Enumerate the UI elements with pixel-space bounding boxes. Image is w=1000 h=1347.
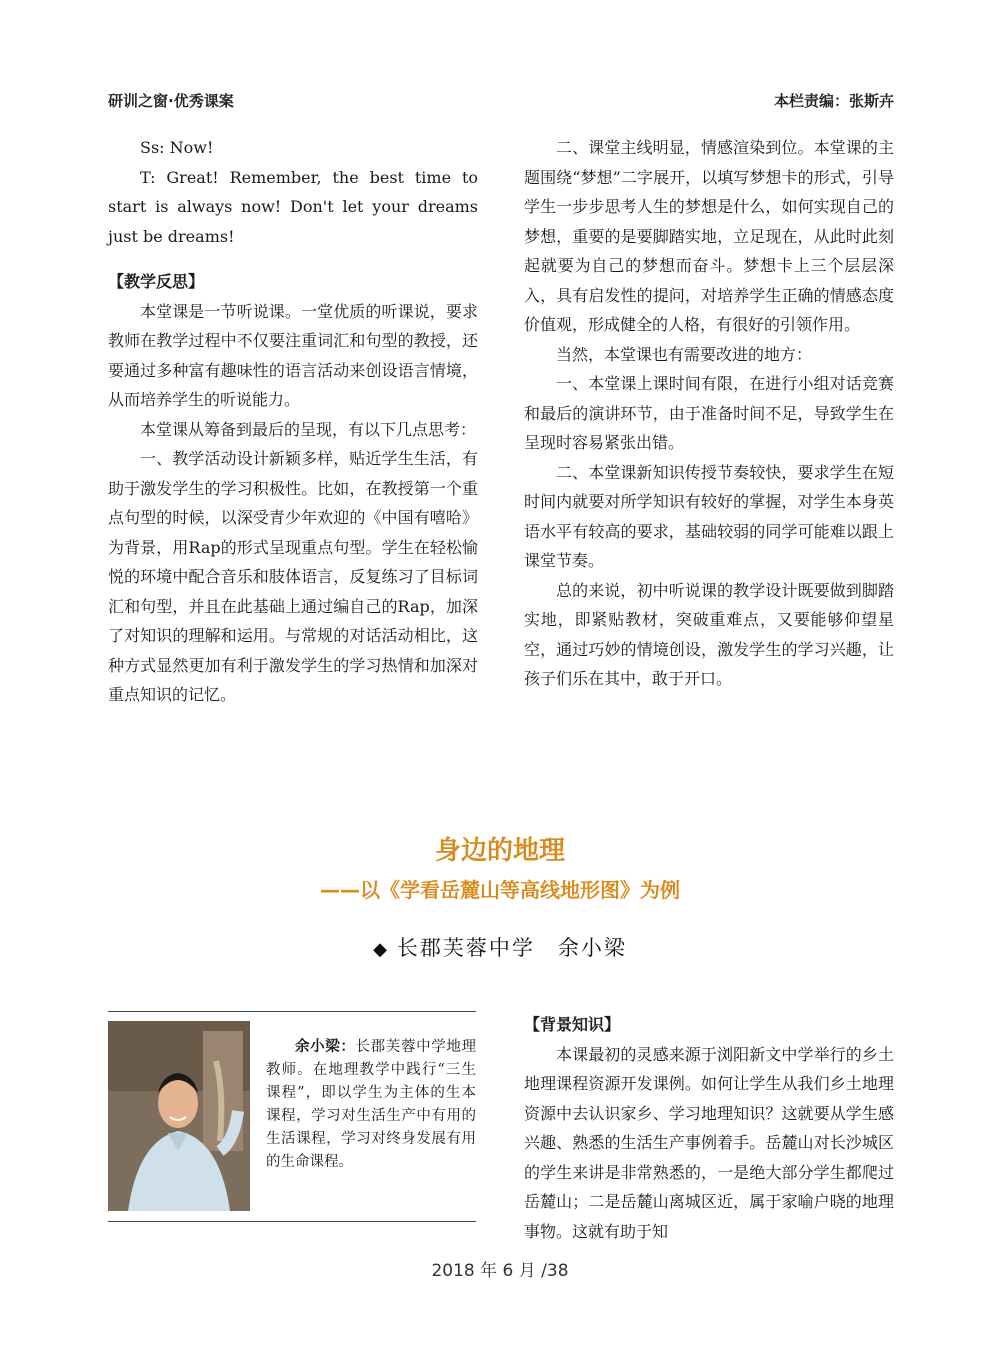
article-title: 身边的地理 (434, 836, 565, 866)
paragraph: 本堂课是一节听说课。一堂优质的听课说，要求教师在教学过程中不仅要注重词汇和句型的教授，还要通过多种富有趣味性的语言活动来创设语言情境，从而培养学生的听说能力。 (108, 301, 478, 409)
bio-text: 长郡芙蓉中学地理教师。在地理教学中践行“三生课程”，即以学生为主体的生本课程，学习对生活生产中有用的生活课程，学习对终身发展有用的生命课程。 (266, 1039, 477, 1170)
left-column (108, 133, 478, 710)
author-name: 长郡芙蓉中学 余小梁 (396, 936, 627, 960)
paragraph: 本课最初的灵感来源于浏阳新文中学举行的乡土地理课程资源开发课例。如何让学生从我们乡土地理资源中去认识家乡、学习地理知识？这就要从学生感兴趣、熟悉的生活生产事例着手。岳麓山对长沙城区的学生来讲是非常熟悉的，一是绝大部分学生都爬过岳麓山；二是岳麓山离城区近，属于家喻户晓的地理事物。这就有助于知 (524, 1044, 894, 1241)
bio-name: 余小梁： (295, 1038, 356, 1055)
dialogue-line: Ss: Now! (140, 138, 214, 157)
paragraph: 当然，本堂课也有需要改进的地方： (556, 344, 813, 364)
background-column (524, 1010, 894, 1246)
running-header-section: 研训之窗·优秀课案 (108, 92, 234, 110)
paragraph: 一、教学活动设计新颖多样，贴近学生生活，有助于激发学生的学习积极性。比如，在教授第一个重点句型的时候，以深受青少年欢迎的《中国有嘻哈》为背景，用Rap的形式呈现重点句型。学生在轻松愉悦的环境中配合音乐和肢体语言，反复练习了目标词汇和句型，并且在此基础上通过编自己的Rap，加深了对知识的理解和运用。与常规的对话活动相比，这种方式显然更加有利于激发学生的学习热情和加深对重点知识的记忆。 (108, 449, 478, 704)
article-subtitle: ——以《学看岳麓山等高线地形图》为例 (320, 878, 680, 902)
paragraph: 二、课堂主线明显，情感渲染到位。本堂课的主题围绕“梦想”二字展开，以填写梦想卡的形式，引导学生一步步思考人生的梦想是什么，如何实现自己的梦想，重要的是要脚踏实地，立足现在，从此时此刻起就要为自己的梦想而奋斗。梦想卡上三个层层深入，具有启发性的提问，对培养学生正确的情感态度价值观，形成健全的人格，有很好的引领作用。 (524, 138, 894, 334)
author-photo (108, 1021, 250, 1211)
article-byline (0, 932, 1000, 962)
right-column (524, 133, 894, 694)
section-heading-background: 【背景知识】 (524, 1015, 621, 1034)
section-heading-reflection: 【教学反思】 (108, 272, 205, 291)
dialogue-line: T: Great! Remember, the best time to start is always now! Don't let your dreams just be dreams! (108, 167, 478, 246)
running-header-editor: 本栏责编：张斯卉 (773, 92, 894, 110)
paragraph: 二、本堂课新知识传授节奏较快，要求学生在短时间内就要对所学知识有较好的掌握，对学生本身英语水平有较高的要求，基础较弱的同学可能难以跟上课堂节奏。 (524, 462, 894, 570)
portrait-illustration (108, 1021, 250, 1211)
paragraph: 本堂课从筹备到最后的呈现，有以下几点思考： (140, 419, 477, 439)
author-bio (266, 1035, 476, 1174)
paragraph: 一、本堂课上课时间有限，在进行小组对话竞赛和最后的演讲环节，由于准备时间不足，导致学生在呈现时容易紧张出错。 (524, 374, 894, 452)
diamond-icon: ◆ (373, 939, 389, 960)
page-folio: 2018 年 6 月 /38 (431, 1261, 569, 1281)
paragraph: 总的来说，初中听说课的教学设计既要做到脚踏实地，即紧贴教材，突破重难点，又要能够仰望星空，通过巧妙的情境创设，激发学生的学习兴趣，让孩子们乐在其中，敢于开口。 (524, 580, 894, 688)
divider (108, 1221, 476, 1222)
divider (108, 1011, 476, 1012)
